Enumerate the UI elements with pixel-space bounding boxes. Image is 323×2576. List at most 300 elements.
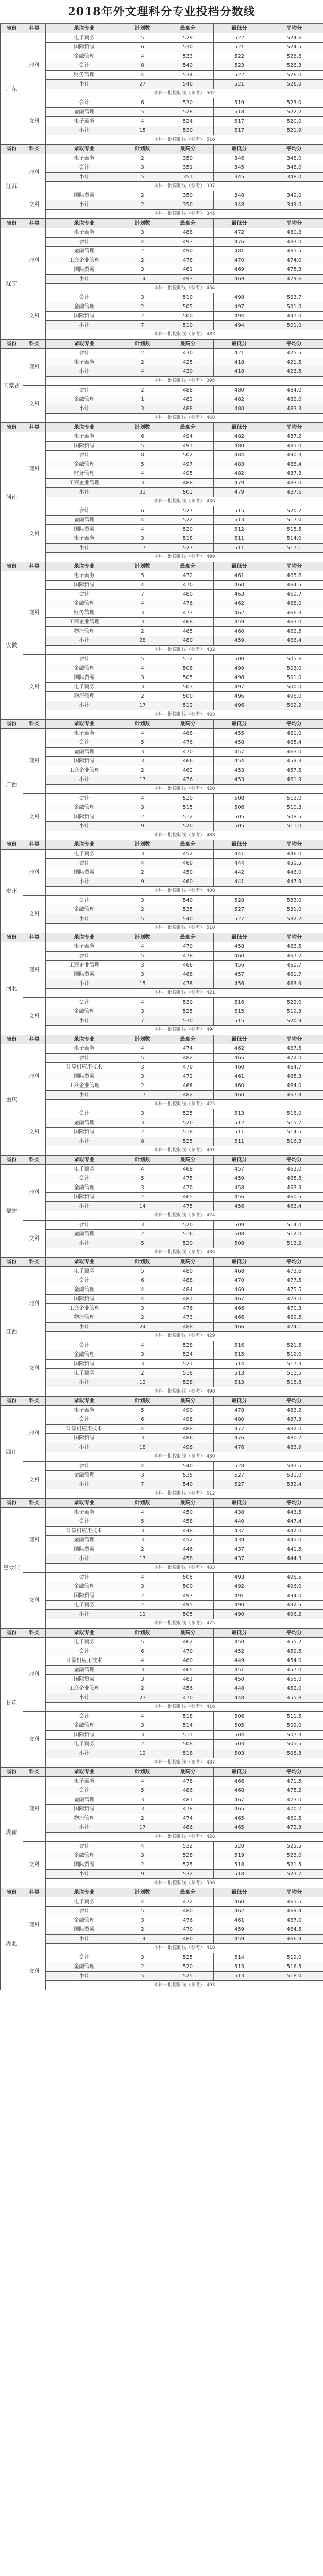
header-avg: 平均分: [265, 1035, 323, 1044]
subtotal-min: 453: [214, 775, 265, 785]
avg-cell: 513.0: [265, 794, 323, 803]
table-row: [1, 163, 323, 173]
avg-cell: 516.5: [265, 1962, 323, 1972]
subtotal-row: [1, 404, 323, 414]
max-cell: 430: [162, 349, 214, 358]
max-cell: 529: [162, 33, 214, 43]
count-cell: 2: [123, 1860, 162, 1870]
max-cell: 514: [162, 1721, 214, 1731]
subtotal-row: [1, 877, 323, 887]
subtotal-min: 513: [214, 1972, 265, 1981]
count-cell: 2: [123, 1814, 162, 1823]
major-cell: 金融管理: [46, 52, 123, 61]
avg-cell: 462.5: [265, 627, 323, 636]
max-cell: 498: [162, 1415, 214, 1425]
subtotal-min: 418: [214, 367, 265, 377]
count-cell: 3: [123, 608, 162, 618]
max-cell: 488: [162, 228, 214, 238]
table-row: [1, 395, 323, 404]
min-cell: 505: [214, 812, 265, 822]
max-cell: 465: [162, 1666, 214, 1675]
subtotal-max: 488: [162, 1323, 214, 1332]
subtotal-max: 525: [162, 1972, 214, 1981]
major-cell: 电子商务: [46, 1165, 123, 1174]
max-cell: 533: [162, 52, 214, 61]
major-cell: 金融管理: [46, 1582, 123, 1591]
subtotal-row: [1, 1480, 323, 1489]
count-cell: 3: [123, 757, 162, 766]
count-cell: 4: [123, 1897, 162, 1907]
table-row: [1, 1925, 323, 1935]
subtotal-avg: 467.4: [265, 1091, 323, 1100]
table-row: [1, 1118, 323, 1128]
count-cell: 6: [123, 1415, 162, 1425]
subtotal-label: 小计: [46, 367, 123, 377]
avg-cell: 446.0: [265, 850, 323, 859]
count-cell: 2: [123, 766, 162, 775]
count-cell: 3: [123, 896, 162, 905]
avg-cell: 463.3: [265, 1183, 323, 1193]
max-cell: 466: [162, 757, 214, 766]
min-cell: 521: [214, 43, 265, 52]
table-row: [1, 386, 323, 395]
subtotal-label: 小计: [46, 1016, 123, 1026]
major-cell: 电子商务: [46, 154, 123, 163]
max-cell: 520: [162, 1118, 214, 1128]
subtotal-count: 12: [123, 1378, 162, 1387]
header-major: 录取专业: [46, 1888, 123, 1897]
control-line-note: 本科一批控制线（参考） 493: [46, 1981, 323, 1990]
min-cell: 463: [214, 590, 265, 599]
province-cell: 广东: [1, 33, 23, 145]
min-cell: 493: [214, 1573, 265, 1582]
count-cell: 3: [123, 1360, 162, 1369]
min-cell: 469: [214, 265, 265, 275]
table-row: [1, 256, 323, 265]
min-cell: 466: [214, 1777, 265, 1786]
subtotal-avg: 349.0: [265, 200, 323, 210]
section-header-row: [1, 1035, 323, 1044]
control-line-row: [1, 377, 323, 386]
major-cell: 金融管理: [46, 803, 123, 812]
province-cell: 黑龙江: [1, 1508, 23, 1629]
avg-cell: 470.7: [265, 1805, 323, 1814]
count-cell: 3: [123, 618, 162, 627]
max-cell: 518: [162, 1369, 214, 1378]
subtotal-row: [1, 173, 323, 182]
min-cell: 465: [214, 1054, 265, 1063]
max-cell: 520: [162, 1962, 214, 1972]
max-cell: 512: [162, 655, 214, 664]
min-cell: 505: [214, 1721, 265, 1731]
major-cell: 物流管理: [46, 627, 123, 636]
header-major: 录取专业: [46, 219, 123, 228]
subtotal-min: 448: [214, 1693, 265, 1703]
table-row: [1, 1666, 323, 1675]
control-line-row: [1, 1211, 323, 1221]
subtotal-min: 456: [214, 1202, 265, 1211]
major-cell: 工商企业管理: [46, 1304, 123, 1313]
table-row: [1, 961, 323, 970]
table-row: [1, 1795, 323, 1805]
table-row: [1, 1360, 323, 1369]
max-cell: 476: [162, 1304, 214, 1313]
count-cell: 4: [123, 71, 162, 80]
avg-cell: 526.8: [265, 52, 323, 61]
table-row: [1, 1350, 323, 1360]
table-row: [1, 655, 323, 664]
max-cell: 480: [162, 1907, 214, 1916]
control-line-note: 本科一批控制线（参考） 475: [46, 1619, 323, 1629]
max-cell: 535: [162, 905, 214, 914]
table-row: [1, 803, 323, 812]
max-cell: 524: [162, 117, 214, 126]
table-row: [1, 506, 323, 516]
min-cell: 458: [214, 738, 265, 748]
min-cell: 418: [214, 358, 265, 367]
subtotal-avg: 461.9: [265, 775, 323, 785]
subtotal-label: 小计: [46, 1239, 123, 1248]
max-cell: 450: [162, 1508, 214, 1517]
count-cell: 4: [123, 1044, 162, 1054]
min-cell: 481: [214, 247, 265, 256]
major-cell: 国际贸易: [46, 525, 123, 534]
min-cell: 519: [214, 98, 265, 108]
subtotal-avg: 532.4: [265, 1480, 323, 1489]
major-cell: 工商企业管理: [46, 256, 123, 265]
subtotal-count: 11: [123, 1610, 162, 1619]
subtotal-avg: 466.4: [265, 636, 323, 646]
subtotal-min: 460: [214, 1091, 265, 1100]
max-cell: 502: [162, 451, 214, 460]
subtotal-min: 511: [214, 1137, 265, 1146]
max-cell: 534: [162, 71, 214, 80]
count-cell: 5: [123, 571, 162, 581]
subtotal-max: 520: [162, 1239, 214, 1248]
subtotal-label: 小计: [46, 1823, 123, 1833]
type-cell: 理科: [23, 1638, 46, 1712]
max-cell: 497: [162, 460, 214, 469]
section-header-row: [1, 840, 323, 850]
avg-cell: 465.8: [265, 571, 323, 581]
table-row: [1, 358, 323, 367]
control-line-note: 本科一批控制线（参考） 487: [46, 1758, 323, 1768]
subtotal-label: 小计: [46, 775, 123, 785]
control-line-note: 本科一批控制线（参考） 498: [46, 1387, 323, 1397]
table-row: [1, 479, 323, 488]
major-cell: 电子商务: [46, 1740, 123, 1749]
subtotal-label: 小计: [46, 200, 123, 210]
header-avg: 平均分: [265, 562, 323, 571]
subtotal-min: 437: [214, 1554, 265, 1564]
min-cell: 514: [214, 1953, 265, 1962]
table-row: [1, 1341, 323, 1350]
avg-cell: 454.0: [265, 1656, 323, 1666]
subtotal-avg: 444.3: [265, 1554, 323, 1564]
count-cell: 5: [123, 738, 162, 748]
avg-cell: 507.3: [265, 1731, 323, 1740]
avg-cell: 477.5: [265, 1276, 323, 1285]
major-cell: 电子商务: [46, 1508, 123, 1517]
subtotal-min: 517: [214, 126, 265, 135]
header-min: 最低分: [214, 933, 265, 942]
header-avg: 平均分: [265, 1629, 323, 1638]
min-cell: 459: [214, 1925, 265, 1935]
header-max: 最高分: [162, 24, 214, 33]
table-row: [1, 154, 323, 163]
control-line-row: [1, 989, 323, 998]
major-cell: 国际贸易: [46, 581, 123, 590]
table-row: [1, 1044, 323, 1054]
avg-cell: 464.0: [265, 1081, 323, 1091]
avg-cell: 472.0: [265, 1054, 323, 1063]
subtotal-count: 15: [123, 126, 162, 135]
table-row: [1, 238, 323, 247]
count-cell: 4: [123, 525, 162, 534]
count-cell: 4: [123, 238, 162, 247]
subtotal-max: 505: [162, 1610, 214, 1619]
max-cell: 488: [162, 386, 214, 395]
avg-cell: 473.0: [265, 1795, 323, 1805]
province-cell: 广西: [1, 729, 23, 840]
subtotal-max: 528: [162, 1378, 214, 1387]
subtotal-max: 488: [162, 404, 214, 414]
avg-cell: 533.0: [265, 896, 323, 905]
subtotal-row: [1, 979, 323, 989]
count-cell: 8: [123, 451, 162, 460]
header-max: 最高分: [162, 423, 214, 432]
subtotal-label: 小计: [46, 636, 123, 646]
subtotal-min: 490: [214, 1610, 265, 1619]
subtotal-avg: 463.4: [265, 1202, 323, 1211]
table-row: [1, 247, 323, 256]
header-province: 省份: [1, 1499, 23, 1508]
control-line-note: 本科一批控制线（参考） 488: [46, 831, 323, 840]
header-province: 省份: [1, 1156, 23, 1165]
header-count: 计划数: [123, 1397, 162, 1406]
min-cell: 519: [214, 1851, 265, 1860]
min-cell: 479: [214, 479, 265, 488]
subtotal-max: 527: [162, 544, 214, 553]
major-cell: 金融管理: [46, 1666, 123, 1675]
subtotal-avg: 526.0: [265, 80, 323, 89]
header-major: 录取专业: [46, 1629, 123, 1638]
subtotal-label: 小计: [46, 173, 123, 182]
table-row: [1, 108, 323, 117]
type-cell: 文科: [23, 1842, 46, 1888]
type-cell: 理科: [23, 1044, 46, 1109]
major-cell: 电子商务: [46, 1267, 123, 1276]
control-line-note: 本科一批控制线（参考） 421: [46, 989, 323, 998]
min-cell: 460: [214, 952, 265, 961]
subtotal-max: 532: [162, 1870, 214, 1879]
avg-cell: 465.5: [265, 1897, 323, 1907]
control-line-row: [1, 1026, 323, 1035]
count-cell: 2: [123, 1313, 162, 1323]
count-cell: 8: [123, 61, 162, 71]
subtotal-row: [1, 544, 323, 553]
min-cell: 345: [214, 163, 265, 173]
table-row: [1, 1081, 323, 1091]
table-row: [1, 525, 323, 534]
min-cell: 456: [214, 961, 265, 970]
subtotal-min: 345: [214, 173, 265, 182]
count-cell: 4: [123, 1777, 162, 1786]
major-cell: 金融管理: [46, 1851, 123, 1860]
control-line-row: [1, 497, 323, 506]
subtotal-count: 28: [123, 636, 162, 646]
table-row: [1, 952, 323, 961]
min-cell: 523: [214, 61, 265, 71]
control-line-row: [1, 1387, 323, 1397]
header-count: 计划数: [123, 1629, 162, 1638]
avg-cell: 505.5: [265, 1740, 323, 1749]
max-cell: 524: [162, 1350, 214, 1360]
table-row: [1, 905, 323, 914]
header-count: 计划数: [123, 1258, 162, 1267]
type-cell: 理科: [23, 729, 46, 794]
major-cell: 会计: [46, 896, 123, 905]
control-line-note: 本科一批控制线（参考） 424: [46, 1211, 323, 1221]
subtotal-row: [1, 1823, 323, 1833]
min-cell: 497: [214, 302, 265, 312]
subtotal-min: 513: [214, 1378, 265, 1387]
count-cell: 3: [123, 1666, 162, 1675]
type-cell: 文科: [23, 191, 46, 219]
subtotal-label: 小计: [46, 1610, 123, 1619]
avg-cell: 463.0: [265, 618, 323, 627]
subtotal-count: 17: [123, 775, 162, 785]
min-cell: 503: [214, 1740, 265, 1749]
count-cell: 6: [123, 43, 162, 52]
type-cell: 理科: [23, 33, 46, 98]
min-cell: 470: [214, 256, 265, 265]
major-cell: 物流管理: [46, 1814, 123, 1823]
count-cell: 6: [123, 1276, 162, 1285]
min-cell: 460: [214, 1081, 265, 1091]
subtotal-label: 小计: [46, 1749, 123, 1758]
header-min: 最低分: [214, 423, 265, 432]
avg-cell: 510.3: [265, 803, 323, 812]
table-row: [1, 1434, 323, 1443]
subtotal-min: 459: [214, 1935, 265, 1944]
header-max: 最高分: [162, 933, 214, 942]
major-cell: 计算机应用技术: [46, 1063, 123, 1072]
avg-cell: 459.3: [265, 757, 323, 766]
major-cell: 国际贸易: [46, 312, 123, 321]
section-header-row: [1, 423, 323, 432]
count-cell: 5: [123, 442, 162, 451]
max-cell: 472: [162, 571, 214, 581]
control-line-row: [1, 330, 323, 340]
avg-cell: 475.2: [265, 1786, 323, 1795]
max-cell: 482: [162, 395, 214, 404]
subtotal-count: 17: [123, 1823, 162, 1833]
header-province: 省份: [1, 1035, 23, 1044]
count-cell: 4: [123, 1712, 162, 1721]
table-row: [1, 1072, 323, 1081]
subtotal-label: 小计: [46, 701, 123, 710]
subtotal-count: 3: [123, 404, 162, 414]
subtotal-max: 351: [162, 173, 214, 182]
max-cell: 494: [162, 432, 214, 442]
max-cell: 505: [162, 302, 214, 312]
max-cell: 460: [162, 859, 214, 868]
table-row: [1, 312, 323, 321]
max-cell: 527: [162, 506, 214, 516]
major-cell: 国际贸易: [46, 1360, 123, 1369]
header-max: 最高分: [162, 1258, 214, 1267]
control-line-note: 本科一批控制线（参考） 494: [46, 1026, 323, 1035]
table-row: [1, 1221, 323, 1230]
table-row: [1, 692, 323, 701]
major-cell: 电子商务: [46, 683, 123, 692]
avg-cell: 511.5: [265, 1712, 323, 1721]
table-row: [1, 1109, 323, 1118]
subtotal-label: 小计: [46, 488, 123, 497]
subtotal-avg: 501.0: [265, 321, 323, 330]
subtotal-count: 14: [123, 1202, 162, 1211]
table-row: [1, 1786, 323, 1795]
major-cell: 金融管理: [46, 1183, 123, 1193]
major-cell: 电子商务: [46, 729, 123, 738]
avg-cell: 515.5: [265, 1369, 323, 1378]
avg-cell: 519.3: [265, 1007, 323, 1016]
major-cell: 国际贸易: [46, 1434, 123, 1443]
subtotal-avg: 483.3: [265, 404, 323, 414]
section-header-row: [1, 1499, 323, 1508]
count-cell: 2: [123, 1081, 162, 1091]
major-cell: 会计: [46, 1953, 123, 1962]
min-cell: 467: [214, 1295, 265, 1304]
count-cell: 2: [123, 1230, 162, 1239]
max-cell: 490: [162, 247, 214, 256]
count-cell: 3: [123, 265, 162, 275]
avg-cell: 463.5: [265, 942, 323, 952]
section-header-row: [1, 562, 323, 571]
table-row: [1, 673, 323, 683]
max-cell: 535: [162, 1471, 214, 1480]
subtotal-label: 小计: [46, 126, 123, 135]
subtotal-avg: 511.0: [265, 822, 323, 831]
subtotal-max: 480: [162, 636, 214, 646]
control-line-note: 本科一批控制线（参考） 491: [46, 1146, 323, 1156]
major-cell: 金融管理: [46, 748, 123, 757]
max-cell: 478: [162, 952, 214, 961]
control-line-note: 本科一批控制线（参考） 506: [46, 1879, 323, 1888]
table-row: [1, 766, 323, 775]
min-cell: 508: [214, 794, 265, 803]
subtotal-min: 465: [214, 1823, 265, 1833]
control-line-row: [1, 1833, 323, 1842]
avg-cell: 465.8: [265, 1174, 323, 1183]
type-cell: 文科: [23, 1109, 46, 1156]
subtotal-avg: 348.0: [265, 173, 323, 182]
type-cell: 文科: [23, 1341, 46, 1397]
table-row: [1, 1721, 323, 1731]
count-cell: 4: [123, 117, 162, 126]
count-cell: 2: [123, 1193, 162, 1202]
max-cell: 474: [162, 1814, 214, 1823]
control-line-note: 本科一批控制线（参考） 510: [46, 924, 323, 933]
header-count: 计划数: [123, 720, 162, 729]
min-cell: 508: [214, 1230, 265, 1239]
subtotal-max: 480: [162, 1935, 214, 1944]
max-cell: 525: [162, 1007, 214, 1016]
major-cell: 金融管理: [46, 1007, 123, 1016]
min-cell: 512: [214, 525, 265, 534]
min-cell: 482: [214, 395, 265, 404]
